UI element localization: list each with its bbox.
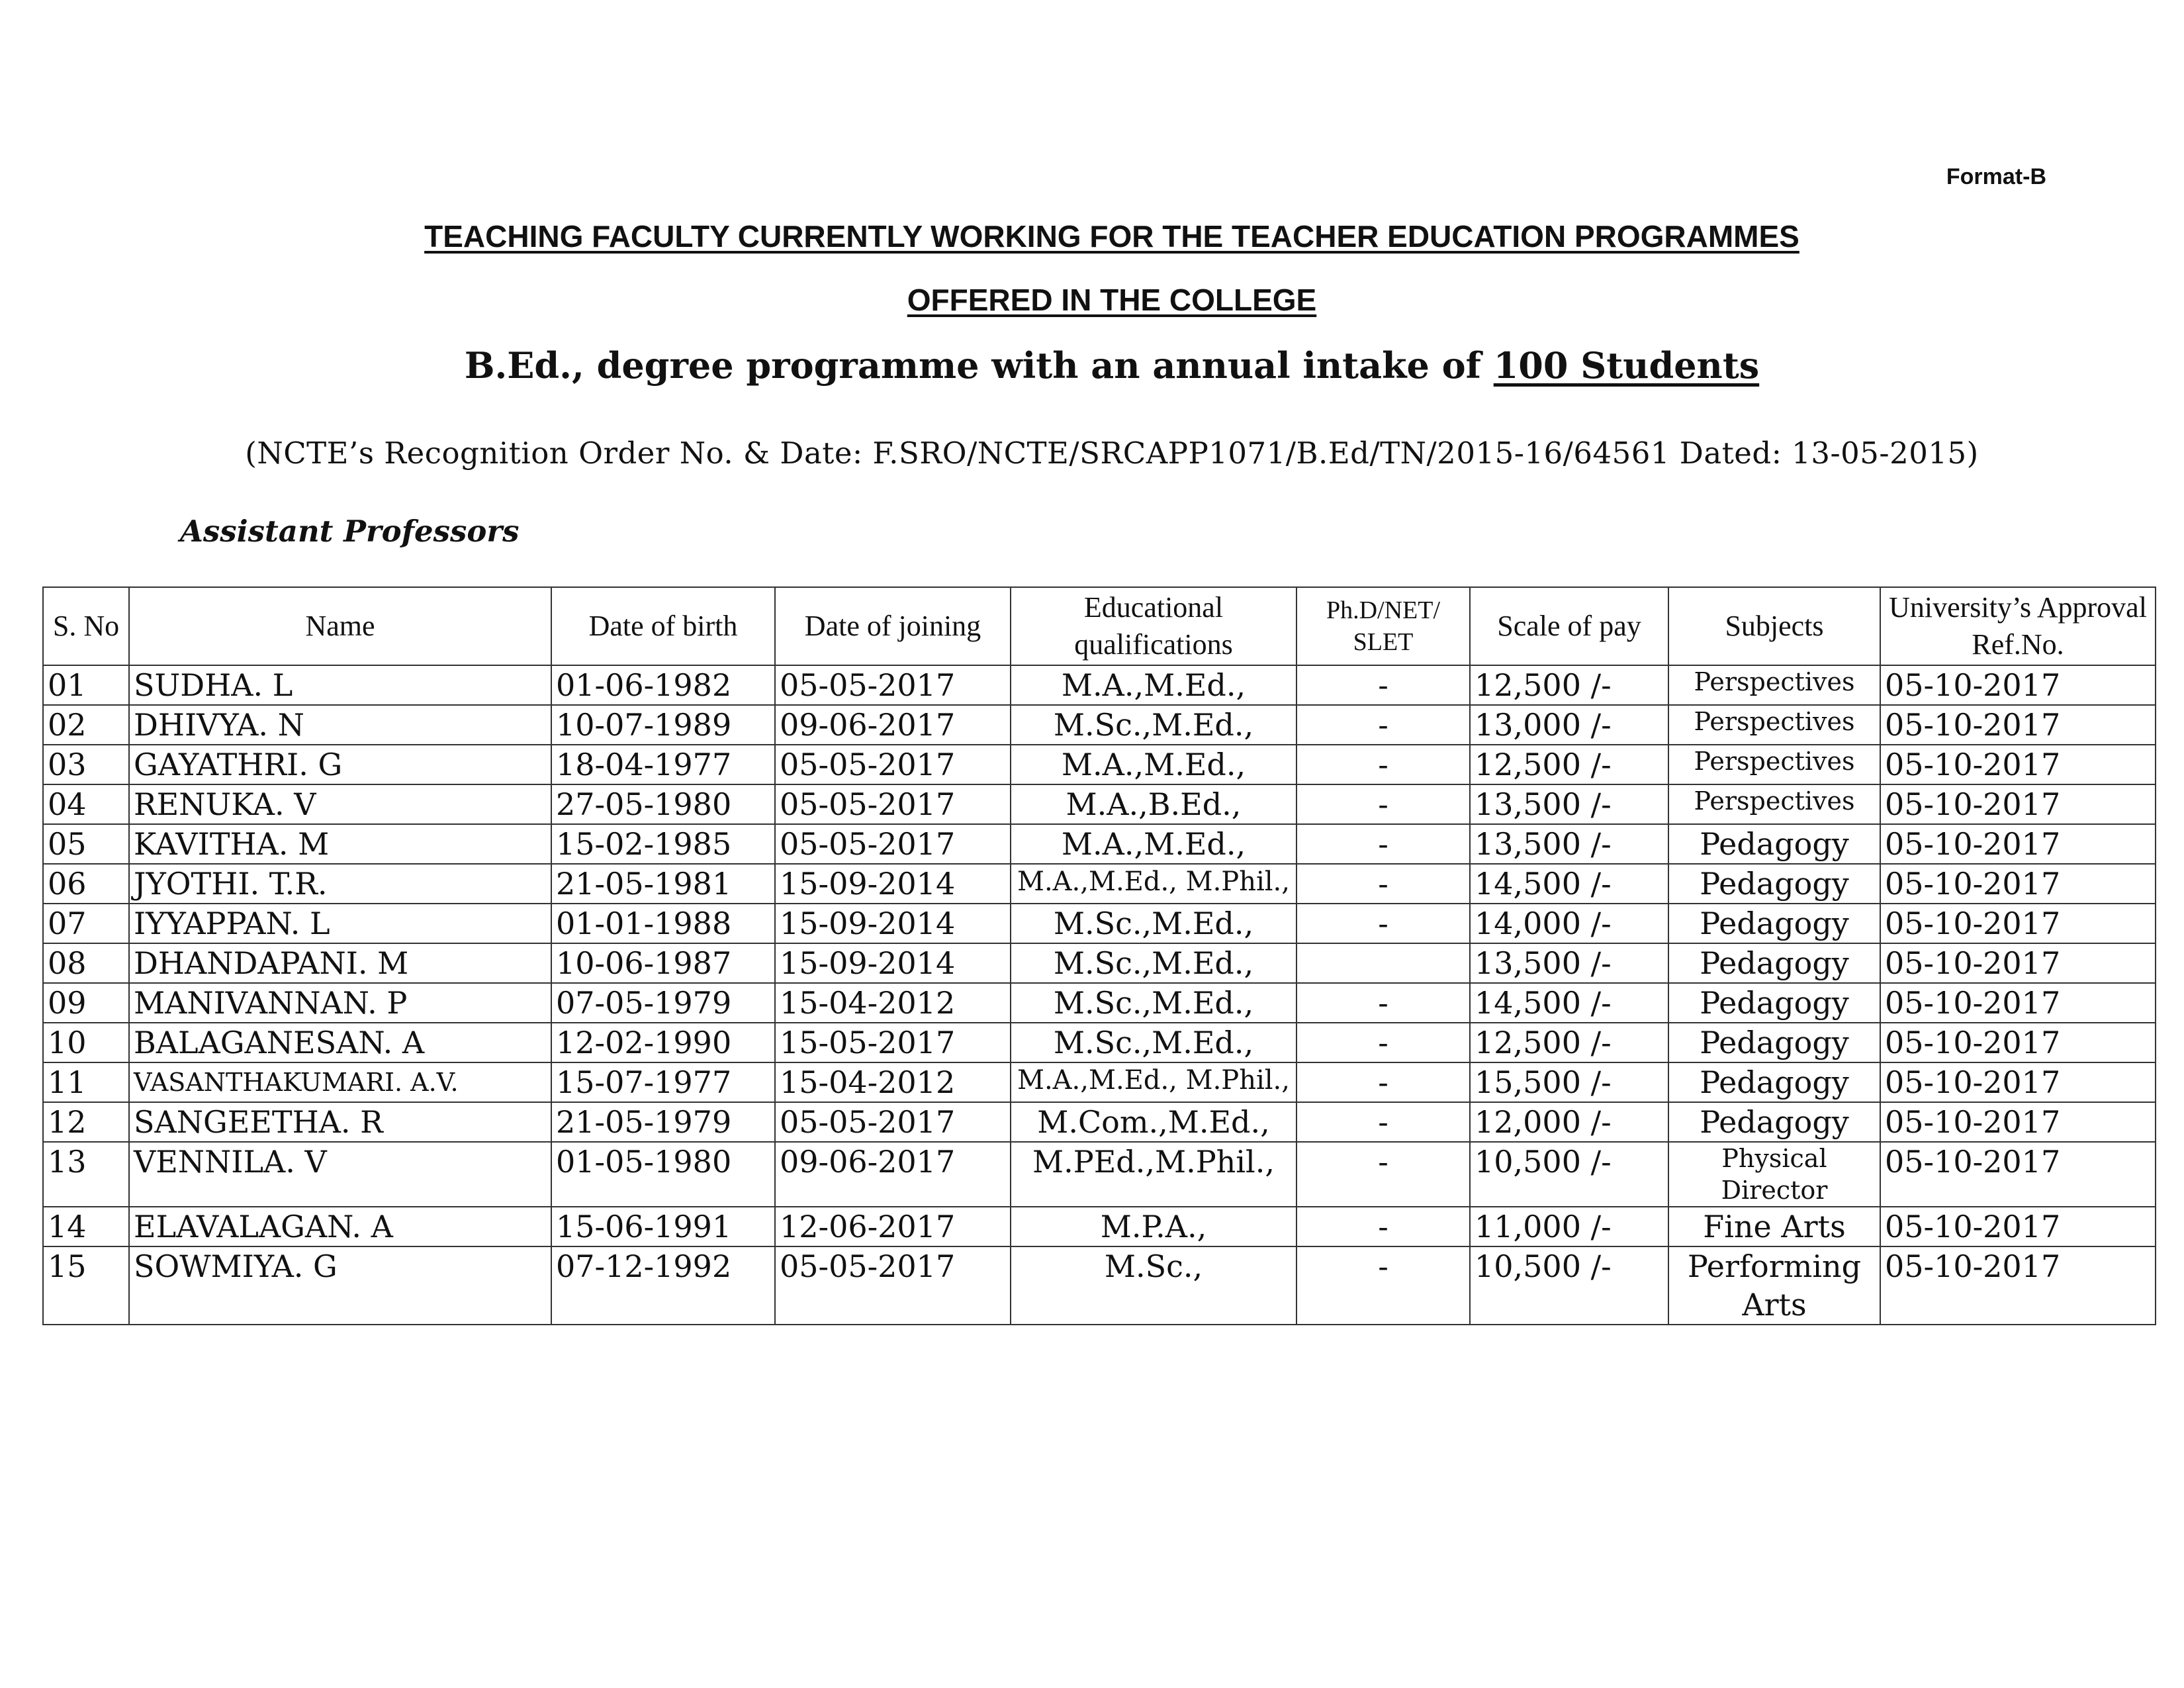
doj-cell: 15-05-2017 (775, 1023, 1011, 1062)
approval-ref-cell: 05-10-2017 (1880, 1246, 2156, 1325)
name-cell: VASANTHAKUMARI. A.V. (129, 1062, 551, 1102)
pay-scale-cell: 12,500 /- (1470, 745, 1668, 784)
subject-cell: Perspectives (1668, 665, 1880, 705)
subject-cell: Perspectives (1668, 745, 1880, 784)
subject-cell: Pedagogy (1668, 824, 1880, 864)
qualification-cell: M.Sc.,M.Ed., (1011, 904, 1297, 943)
phd-net-slet-cell: - (1297, 665, 1470, 705)
sno-cell: 02 (43, 705, 129, 745)
doj-cell: 05-05-2017 (775, 665, 1011, 705)
sno-cell: 01 (43, 665, 129, 705)
format-tag: Format-B (1946, 164, 2046, 189)
pay-scale-cell: 14,500 /- (1470, 864, 1668, 904)
pay-scale-cell: 13,500 /- (1470, 784, 1668, 824)
sno-cell: 14 (43, 1207, 129, 1246)
pay-scale-cell: 12,000 /- (1470, 1102, 1668, 1142)
dob-cell: 21-05-1979 (551, 1102, 775, 1142)
qualification-cell: M.Sc.,M.Ed., (1011, 705, 1297, 745)
approval-ref-cell: 05-10-2017 (1880, 1142, 2156, 1207)
approval-ref-cell: 05-10-2017 (1880, 745, 2156, 784)
dob-cell: 10-06-1987 (551, 943, 775, 983)
qualification-cell: M.A.,B.Ed., (1011, 784, 1297, 824)
sno-cell: 11 (43, 1062, 129, 1102)
subtitle-prefix: B.Ed., degree programme with an annual intake of (464, 344, 1494, 387)
subject-cell: Performing Arts (1668, 1246, 1880, 1325)
doj-cell: 05-05-2017 (775, 1246, 1011, 1325)
sno-cell: 08 (43, 943, 129, 983)
table-row (43, 665, 2156, 705)
page-heading-line2: OFFERED IN THE COLLEGE (907, 283, 1317, 317)
sno-cell: 12 (43, 1102, 129, 1142)
dob-cell: 10-07-1989 (551, 705, 775, 745)
subject-cell: Pedagogy (1668, 983, 1880, 1023)
phd-net-slet-cell: - (1297, 1023, 1470, 1062)
subject-cell: Pedagogy (1668, 864, 1880, 904)
header-sno: S. No (43, 587, 129, 665)
table-row (43, 1023, 2156, 1062)
dob-cell: 01-01-1988 (551, 904, 775, 943)
pay-scale-cell: 13,500 /- (1470, 824, 1668, 864)
header-subjects: Subjects (1668, 587, 1880, 665)
table-header-row (43, 587, 2156, 665)
pay-scale-cell: 12,500 /- (1470, 665, 1668, 705)
approval-ref-cell: 05-10-2017 (1880, 1062, 2156, 1102)
approval-ref-cell: 05-10-2017 (1880, 824, 2156, 864)
approval-ref-cell: 05-10-2017 (1880, 784, 2156, 824)
name-cell: VENNILA. V (129, 1142, 551, 1207)
phd-net-slet-cell: - (1297, 1062, 1470, 1102)
doj-cell: 09-06-2017 (775, 705, 1011, 745)
table-row (43, 943, 2156, 983)
qualification-cell: M.Sc.,M.Ed., (1011, 983, 1297, 1023)
subject-cell: Pedagogy (1668, 1023, 1880, 1062)
doj-cell: 15-09-2014 (775, 864, 1011, 904)
subtitle-intake: 100 Students (1493, 344, 1760, 387)
name-cell: GAYATHRI. G (129, 745, 551, 784)
dob-cell: 07-12-1992 (551, 1246, 775, 1325)
dob-cell: 01-05-1980 (551, 1142, 775, 1207)
name-cell: SUDHA. L (129, 665, 551, 705)
name-cell: MANIVANNAN. P (129, 983, 551, 1023)
name-cell: DHIVYA. N (129, 705, 551, 745)
header-doj: Date of joining (775, 587, 1011, 665)
page-heading-line1: TEACHING FACULTY CURRENTLY WORKING FOR THE TEACHER EDUCATION PROGRAMMES (424, 219, 1799, 254)
pay-scale-cell: 10,500 /- (1470, 1246, 1668, 1325)
phd-net-slet-cell: - (1297, 904, 1470, 943)
faculty-table (42, 586, 2156, 1325)
table-row (43, 824, 2156, 864)
approval-ref-cell: 05-10-2017 (1880, 1102, 2156, 1142)
phd-net-slet-cell: - (1297, 824, 1470, 864)
dob-cell: 07-05-1979 (551, 983, 775, 1023)
sno-cell: 03 (43, 745, 129, 784)
subject-cell: Perspectives (1668, 705, 1880, 745)
approval-ref-cell: 05-10-2017 (1880, 864, 2156, 904)
name-cell: RENUKA. V (129, 784, 551, 824)
table-row (43, 1142, 2156, 1207)
header-phd: Ph.D/NET/ SLET (1297, 587, 1470, 665)
header-qualifications: Educational qualifications (1011, 587, 1297, 665)
section-title: Assistant Professors (180, 514, 520, 549)
approval-ref-cell: 05-10-2017 (1880, 1207, 2156, 1246)
doj-cell: 12-06-2017 (775, 1207, 1011, 1246)
pay-scale-cell: 10,500 /- (1470, 1142, 1668, 1207)
approval-ref-cell: 05-10-2017 (1880, 665, 2156, 705)
phd-net-slet-cell: - (1297, 745, 1470, 784)
dob-cell: 15-02-1985 (551, 824, 775, 864)
doj-cell: 05-05-2017 (775, 745, 1011, 784)
sno-cell: 04 (43, 784, 129, 824)
doj-cell: 05-05-2017 (775, 784, 1011, 824)
pay-scale-cell: 14,000 /- (1470, 904, 1668, 943)
table-row (43, 745, 2156, 784)
doj-cell: 05-05-2017 (775, 824, 1011, 864)
sno-cell: 07 (43, 904, 129, 943)
approval-ref-cell: 05-10-2017 (1880, 705, 2156, 745)
phd-net-slet-cell: - (1297, 1246, 1470, 1325)
qualification-cell: M.Com.,M.Ed., (1011, 1102, 1297, 1142)
dob-cell: 21-05-1981 (551, 864, 775, 904)
approval-ref-cell: 05-10-2017 (1880, 1023, 2156, 1062)
qualification-cell: M.PEd.,M.Phil., (1011, 1142, 1297, 1207)
dob-cell: 15-07-1977 (551, 1062, 775, 1102)
phd-net-slet-cell: - (1297, 1207, 1470, 1246)
table-row (43, 784, 2156, 824)
doj-cell: 15-04-2012 (775, 983, 1011, 1023)
name-cell: KAVITHA. M (129, 824, 551, 864)
subject-cell: Perspectives (1668, 784, 1880, 824)
programme-subtitle (0, 344, 2184, 387)
table-row (43, 1207, 2156, 1246)
sno-cell: 15 (43, 1246, 129, 1325)
phd-net-slet-cell: - (1297, 864, 1470, 904)
table-row (43, 1102, 2156, 1142)
header-approval: University’s Approval Ref.No. (1880, 587, 2156, 665)
pay-scale-cell: 13,500 /- (1470, 943, 1668, 983)
name-cell: JYOTHI. T.R. (129, 864, 551, 904)
phd-net-slet-cell: - (1297, 705, 1470, 745)
doj-cell: 15-09-2014 (775, 904, 1011, 943)
subject-cell: Pedagogy (1668, 904, 1880, 943)
approval-ref-cell: 05-10-2017 (1880, 983, 2156, 1023)
faculty-table-body (43, 665, 2156, 1325)
doj-cell: 05-05-2017 (775, 1102, 1011, 1142)
pay-scale-cell: 15,500 /- (1470, 1062, 1668, 1102)
table-row (43, 1246, 2156, 1325)
qualification-cell: M.P.A., (1011, 1207, 1297, 1246)
approval-ref-cell: 05-10-2017 (1880, 904, 2156, 943)
pay-scale-cell: 13,000 /- (1470, 705, 1668, 745)
table-row (43, 983, 2156, 1023)
dob-cell: 15-06-1991 (551, 1207, 775, 1246)
table-row (43, 705, 2156, 745)
qualification-cell: M.A.,M.Ed., M.Phil., (1011, 1062, 1297, 1102)
table-row (43, 864, 2156, 904)
doj-cell: 09-06-2017 (775, 1142, 1011, 1207)
sno-cell: 05 (43, 824, 129, 864)
name-cell: ELAVALAGAN. A (129, 1207, 551, 1246)
phd-net-slet-cell: - (1297, 1142, 1470, 1207)
subject-cell: Pedagogy (1668, 1102, 1880, 1142)
sno-cell: 06 (43, 864, 129, 904)
pay-scale-cell: 12,500 /- (1470, 1023, 1668, 1062)
approval-ref-cell: 05-10-2017 (1880, 943, 2156, 983)
qualification-cell: M.A.,M.Ed., (1011, 665, 1297, 705)
table-row (43, 904, 2156, 943)
subject-cell: Fine Arts (1668, 1207, 1880, 1246)
dob-cell: 01-06-1982 (551, 665, 775, 705)
qualification-cell: M.Sc.,M.Ed., (1011, 1023, 1297, 1062)
phd-net-slet-cell: - (1297, 983, 1470, 1023)
qualification-cell: M.Sc.,M.Ed., (1011, 943, 1297, 983)
qualification-cell: M.Sc., (1011, 1246, 1297, 1325)
subject-cell: Physical Director (1668, 1142, 1880, 1207)
phd-net-slet-cell (1297, 943, 1470, 983)
header-dob: Date of birth (551, 587, 775, 665)
phd-net-slet-cell: - (1297, 784, 1470, 824)
recognition-order: (NCTE’s Recognition Order No. & Date: F.SRO/NCTE/SRCAPP1071/B.Ed/TN/2015-16/64561 Dated: 13-05-2015) (245, 436, 1979, 471)
doj-cell: 15-04-2012 (775, 1062, 1011, 1102)
name-cell: IYYAPPAN. L (129, 904, 551, 943)
table-row (43, 1062, 2156, 1102)
name-cell: SOWMIYA. G (129, 1246, 551, 1325)
subject-cell: Pedagogy (1668, 1062, 1880, 1102)
header-pay: Scale of pay (1470, 587, 1668, 665)
qualification-cell: M.A.,M.Ed., (1011, 824, 1297, 864)
name-cell: BALAGANESAN. A (129, 1023, 551, 1062)
doj-cell: 15-09-2014 (775, 943, 1011, 983)
phd-net-slet-cell: - (1297, 1102, 1470, 1142)
pay-scale-cell: 14,500 /- (1470, 983, 1668, 1023)
name-cell: DHANDAPANI. M (129, 943, 551, 983)
dob-cell: 12-02-1990 (551, 1023, 775, 1062)
pay-scale-cell: 11,000 /- (1470, 1207, 1668, 1246)
header-name: Name (129, 587, 551, 665)
sno-cell: 10 (43, 1023, 129, 1062)
dob-cell: 27-05-1980 (551, 784, 775, 824)
sno-cell: 13 (43, 1142, 129, 1207)
qualification-cell: M.A.,M.Ed., (1011, 745, 1297, 784)
qualification-cell: M.A.,M.Ed., M.Phil., (1011, 864, 1297, 904)
dob-cell: 18-04-1977 (551, 745, 775, 784)
sno-cell: 09 (43, 983, 129, 1023)
subject-cell: Pedagogy (1668, 943, 1880, 983)
name-cell: SANGEETHA. R (129, 1102, 551, 1142)
